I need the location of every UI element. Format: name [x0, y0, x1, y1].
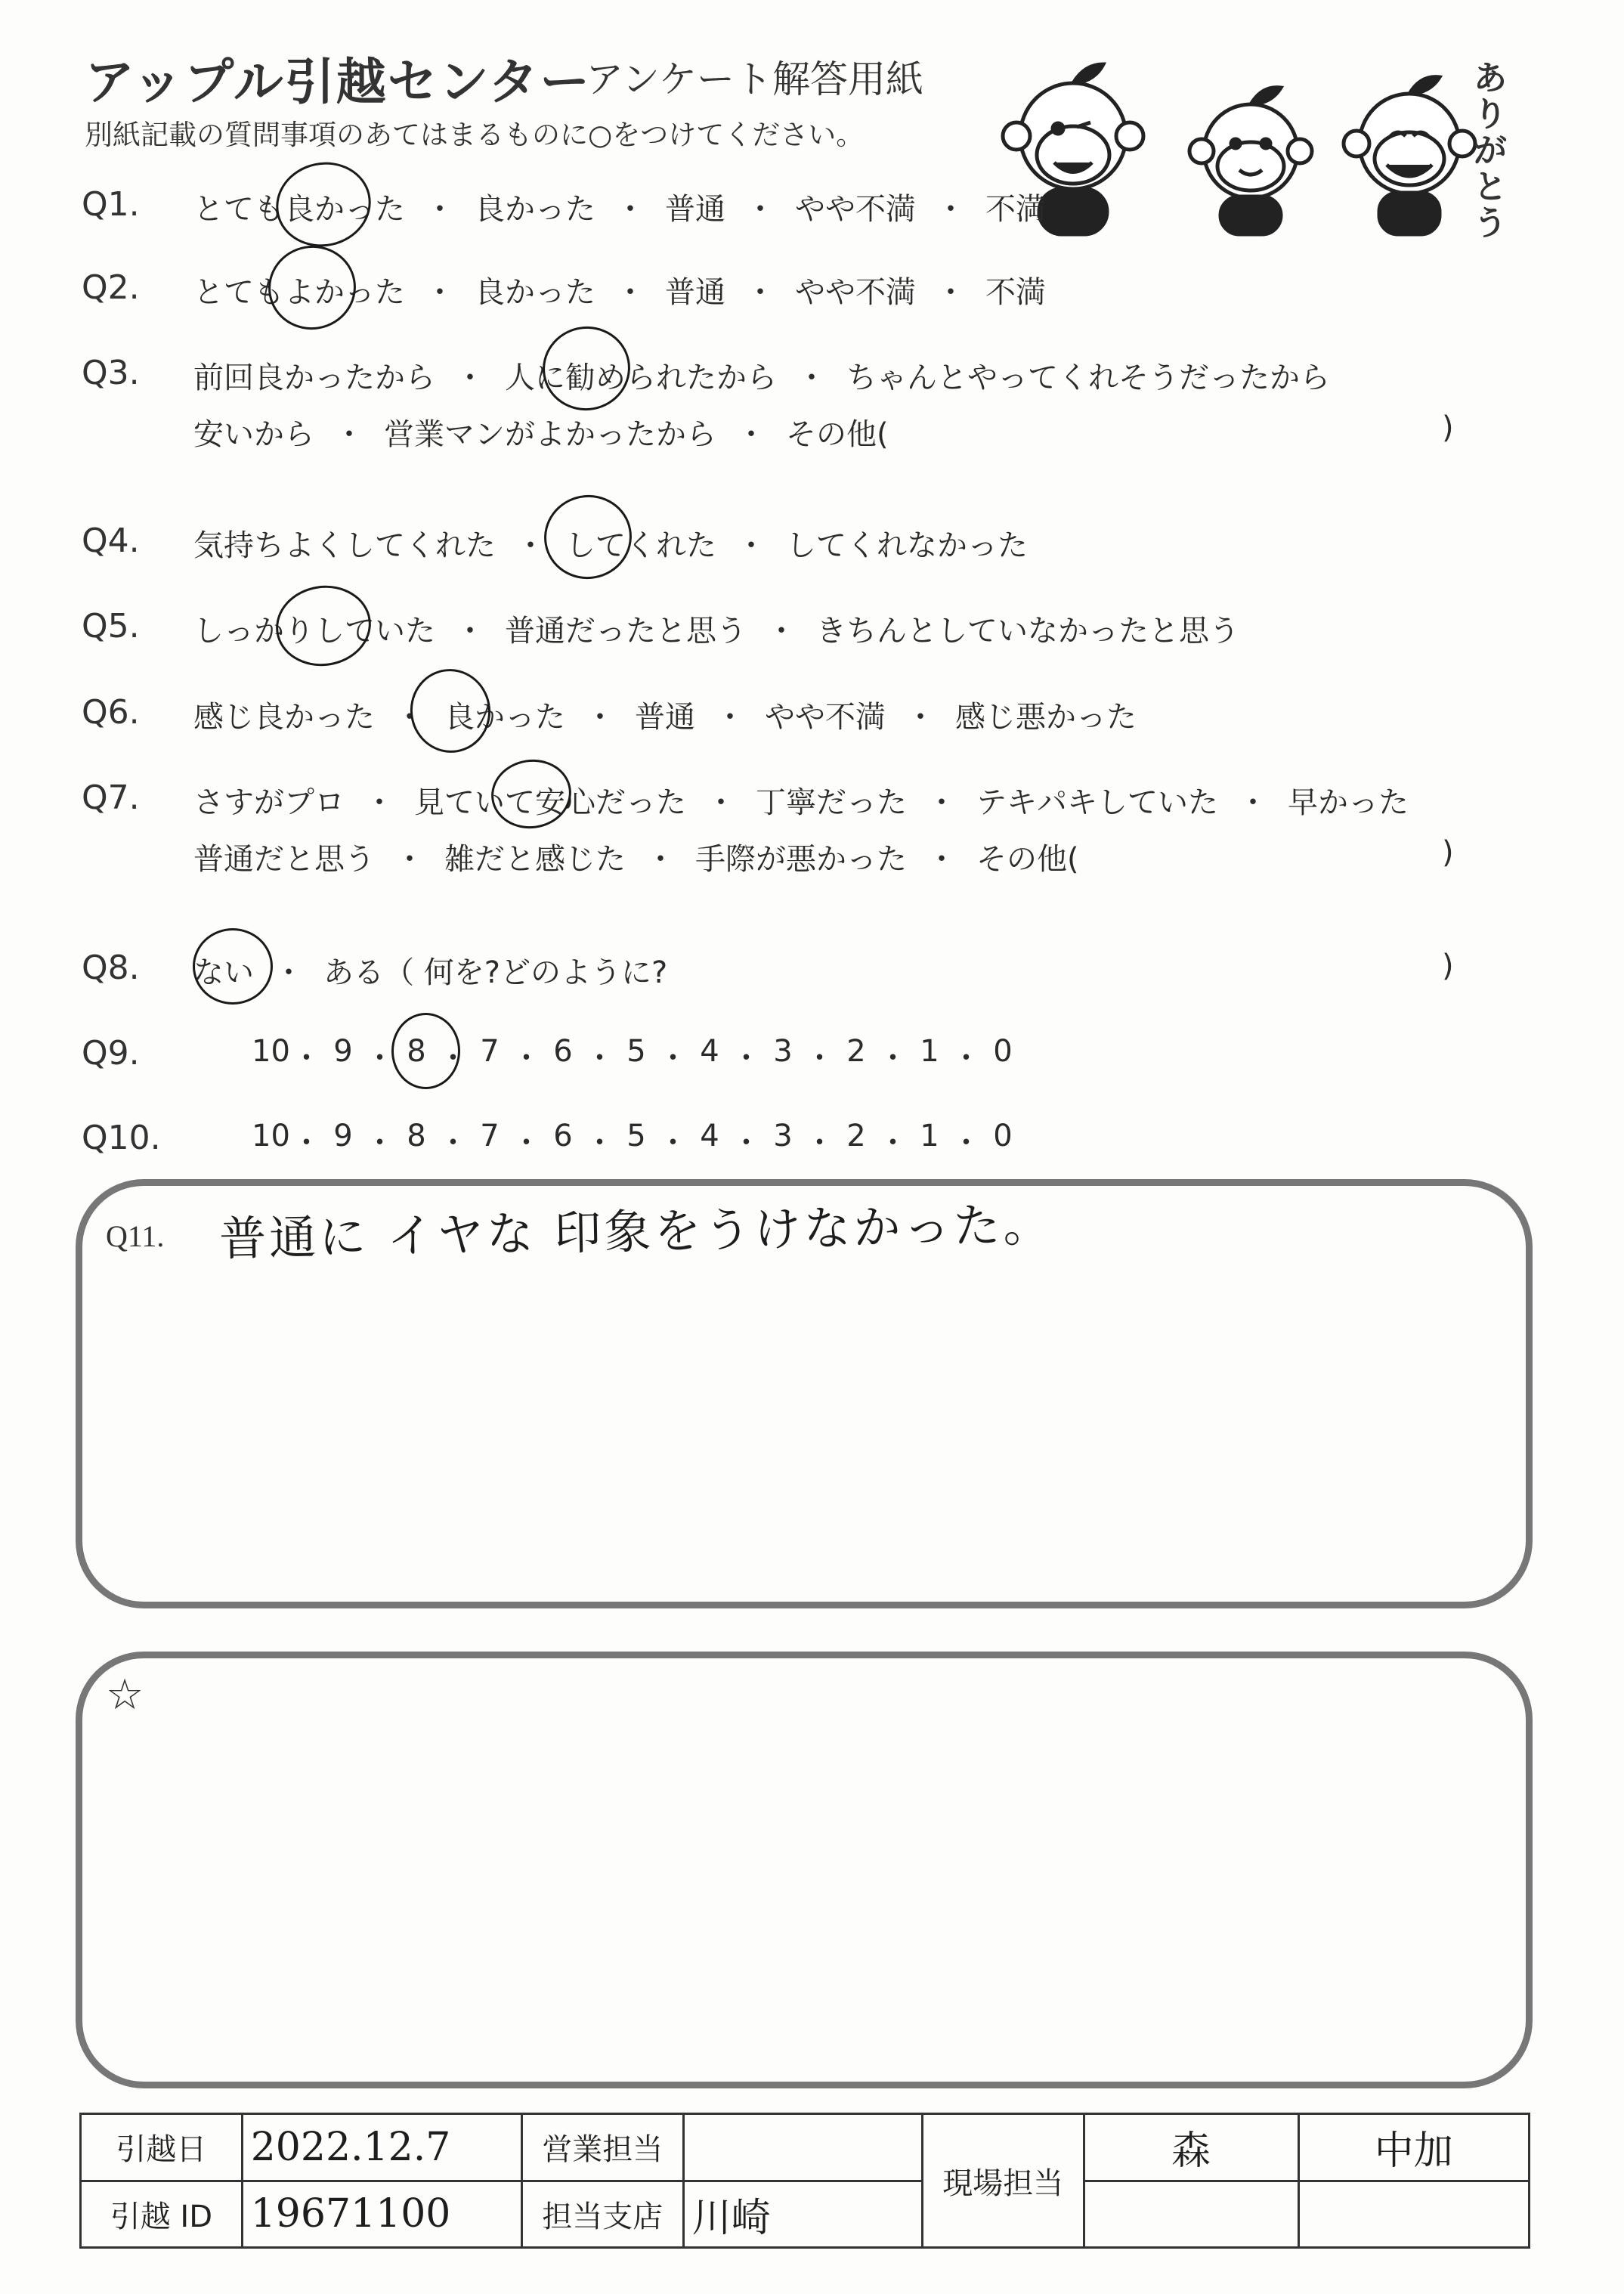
q6-options	[193, 693, 1137, 736]
q9-score[interactable]: 5	[626, 1034, 646, 1069]
site-staff-label: 現場担当	[922, 2114, 1084, 2248]
separator: ・	[766, 614, 797, 649]
q2-options	[193, 268, 1046, 311]
q6-option-2[interactable]: 良かった	[444, 700, 565, 735]
q7-option-8[interactable]: 手際が悪かった	[695, 842, 907, 877]
question-number: Q2.	[82, 268, 140, 307]
q1-option-1[interactable]: とても良かった	[193, 192, 405, 227]
separator: ・	[905, 700, 936, 735]
q10-score[interactable]: 6	[553, 1119, 573, 1153]
q8-option-some[interactable]: ある（ 何を?どのように?	[323, 955, 668, 990]
q4-option-3[interactable]: してくれなかった	[786, 528, 1028, 563]
q4-option-2[interactable]: してくれた	[565, 528, 716, 563]
question-number: Q8.	[82, 949, 140, 987]
q9-score[interactable]: 6	[553, 1034, 573, 1069]
separator: ・	[804, 1125, 835, 1160]
separator: ・	[364, 1041, 395, 1076]
q6-option-4[interactable]: やや不満	[765, 700, 886, 735]
q6-option-5[interactable]: 感じ悪かった	[955, 700, 1137, 735]
q6-option-1[interactable]: 感じ良かった	[193, 700, 375, 735]
q3-options	[193, 354, 1330, 397]
separator: ・	[706, 785, 736, 820]
q10-score[interactable]: 5	[626, 1119, 646, 1153]
q3-option-4[interactable]: 安いから	[193, 417, 314, 452]
separator: ・	[715, 700, 745, 735]
q7-option-3[interactable]: 丁寧だった	[756, 785, 907, 820]
question-number: Q6.	[82, 693, 140, 732]
q11-handwritten-answer: 普通に イヤな 印象をうけなかった。	[218, 1197, 1054, 1267]
q3-options-line2	[193, 410, 889, 454]
separator: ・	[645, 842, 676, 877]
q7-option-1[interactable]: さすがプロ	[193, 785, 345, 820]
separator: ・	[736, 528, 766, 563]
separator: ・	[926, 785, 957, 820]
separator: ・	[274, 955, 304, 990]
q5-options	[193, 607, 1239, 650]
q2-option-2[interactable]: 良かった	[475, 275, 595, 310]
separator: ・	[877, 1041, 908, 1076]
q10-scale	[252, 1119, 1021, 1162]
question-number: Q9.	[82, 1034, 140, 1073]
question-number: Q4.	[82, 522, 140, 560]
q10-score[interactable]: 4	[700, 1119, 719, 1153]
question-number: Q1.	[82, 185, 140, 224]
close-paren: )	[1442, 949, 1454, 983]
q3-option-3[interactable]: ちゃんとやってくれそうだったから	[846, 361, 1330, 395]
q9-scale	[252, 1034, 1021, 1077]
separator: ・	[511, 1125, 542, 1160]
q3-option-other[interactable]: その他(	[786, 417, 889, 452]
q9-score[interactable]: 8	[407, 1034, 426, 1069]
site-staff-4[interactable]	[1298, 2181, 1530, 2248]
q6-option-3[interactable]: 普通	[635, 700, 695, 735]
q3-option-5[interactable]: 営業マンがよかったから	[384, 417, 716, 452]
q1-option-4[interactable]: やや不満	[795, 192, 916, 227]
separator: ・	[797, 361, 827, 395]
star-icon: ☆	[106, 1670, 144, 1720]
separator: ・	[364, 1125, 395, 1160]
separator: ・	[745, 275, 775, 310]
q8-options	[193, 949, 667, 992]
move-date-label: 引越日	[81, 2114, 243, 2181]
separator: ・	[425, 192, 455, 227]
q10-score[interactable]: 3	[773, 1119, 793, 1153]
q1-options	[193, 185, 1046, 228]
separator: ・	[364, 785, 394, 820]
q7-options	[193, 779, 1409, 822]
separator: ・	[394, 842, 425, 877]
sales-value[interactable]	[683, 2114, 922, 2181]
q9-score[interactable]: 2	[846, 1034, 866, 1069]
q1-option-2[interactable]: 良かった	[475, 192, 595, 227]
q9-score[interactable]: 0	[993, 1034, 1013, 1069]
separator: ・	[585, 700, 615, 735]
q10-score[interactable]: 8	[407, 1119, 426, 1153]
monkey-mascot-illustration	[990, 45, 1519, 242]
separator: ・	[394, 700, 425, 735]
separator: ・	[936, 192, 966, 227]
close-paren: )	[1442, 410, 1454, 445]
q9-score[interactable]: 7	[480, 1034, 500, 1069]
q7-option-7[interactable]: 雑だと感じた	[444, 842, 626, 877]
move-id-value[interactable]: 19671100	[242, 2181, 521, 2248]
q7-option-4[interactable]: テキパキしていた	[976, 785, 1218, 820]
q4-option-1[interactable]: 気持ちよくしてくれた	[193, 528, 496, 563]
separator: ・	[291, 1041, 322, 1076]
separator: ・	[615, 275, 645, 310]
q9-score[interactable]: 3	[773, 1034, 793, 1069]
company-name: アップル引越センター	[85, 53, 592, 111]
footer-info-table	[79, 2113, 1530, 2249]
separator: ・	[615, 192, 645, 227]
separator: ・	[584, 1041, 615, 1076]
q3-option-1[interactable]: 前回良かったから	[193, 361, 435, 395]
q9-score[interactable]: 10	[252, 1034, 290, 1069]
branch-label: 担当支店	[521, 2181, 683, 2248]
separator: ・	[455, 361, 485, 395]
separator: ・	[745, 192, 775, 227]
move-id-label: 引越 ID	[81, 2181, 243, 2248]
q10-score[interactable]: 1	[920, 1119, 939, 1153]
site-staff-2[interactable]: 中加	[1298, 2114, 1530, 2181]
instruction-text: 別紙記載の質問事項のあてはまるものに○をつけてください。	[85, 119, 865, 151]
separator: ・	[731, 1041, 762, 1076]
separator: ・	[515, 528, 546, 563]
site-staff-3[interactable]	[1084, 2181, 1298, 2248]
q11-label: Q11.	[106, 1219, 165, 1253]
branch-value[interactable]: 川崎	[683, 2181, 922, 2248]
separator: ・	[731, 1125, 762, 1160]
q7-option-other[interactable]: その他(	[976, 842, 1079, 877]
q7-options-line2	[193, 835, 1079, 878]
q9-score[interactable]: 1	[920, 1034, 939, 1069]
q1-option-5[interactable]: 不満	[985, 192, 1046, 227]
q7-option-6[interactable]: 普通だと思う	[193, 842, 375, 877]
q5-option-1[interactable]: しっかりしていた	[193, 614, 435, 649]
site-staff-1[interactable]: 森	[1084, 2114, 1298, 2181]
q2-option-5[interactable]: 不満	[985, 275, 1046, 310]
q2-option-3[interactable]: 普通	[665, 275, 725, 310]
q9-score[interactable]: 4	[700, 1034, 719, 1069]
free-comment-box[interactable]	[76, 1652, 1533, 2088]
separator: ・	[455, 614, 485, 649]
question-number: Q3.	[82, 354, 140, 392]
separator: ・	[425, 275, 455, 310]
separator: ・	[804, 1041, 835, 1076]
q4-options	[193, 522, 1028, 565]
separator: ・	[584, 1125, 615, 1160]
separator: ・	[657, 1125, 688, 1160]
question-number: Q7.	[82, 779, 140, 817]
sales-label: 営業担当	[521, 2114, 683, 2181]
form-title: アンケート解答用紙	[586, 57, 923, 101]
question-number: Q5.	[82, 607, 140, 645]
q10-score[interactable]: 10	[252, 1119, 290, 1153]
separator: ・	[657, 1041, 688, 1076]
question-number: Q10.	[82, 1119, 161, 1157]
q5-option-2[interactable]: 普通だったと思う	[505, 614, 747, 649]
separator: ・	[438, 1041, 469, 1076]
separator: ・	[926, 842, 957, 877]
separator: ・	[291, 1125, 322, 1160]
q1-option-3[interactable]: 普通	[665, 192, 725, 227]
q8-option-none[interactable]: ない	[193, 955, 254, 990]
separator: ・	[334, 417, 364, 452]
separator: ・	[438, 1125, 469, 1160]
mascot-caption: ありがとう	[1474, 59, 1507, 243]
close-paren: )	[1442, 835, 1454, 870]
separator: ・	[951, 1041, 982, 1076]
separator: ・	[936, 275, 966, 310]
q7-option-5[interactable]: 早かった	[1288, 785, 1409, 820]
separator: ・	[736, 417, 766, 452]
q10-score[interactable]: 7	[480, 1119, 500, 1153]
q3-option-2[interactable]: 人に勧められたから	[505, 361, 777, 395]
separator: ・	[877, 1125, 908, 1160]
separator: ・	[511, 1041, 542, 1076]
q2-option-1[interactable]: とてもよかった	[193, 275, 405, 310]
q9-score[interactable]: 9	[333, 1034, 353, 1069]
q7-option-2[interactable]: 見ていて安心だった	[414, 785, 686, 820]
q2-option-4[interactable]: やや不満	[795, 275, 916, 310]
q10-score[interactable]: 0	[993, 1119, 1013, 1153]
q10-score[interactable]: 2	[846, 1119, 866, 1153]
separator: ・	[951, 1125, 982, 1160]
separator: ・	[1238, 785, 1268, 820]
q10-score[interactable]: 9	[333, 1119, 353, 1153]
q5-option-3[interactable]: きちんとしていなかったと思う	[816, 614, 1239, 649]
move-date-value[interactable]: 2022.12.7	[242, 2114, 521, 2181]
